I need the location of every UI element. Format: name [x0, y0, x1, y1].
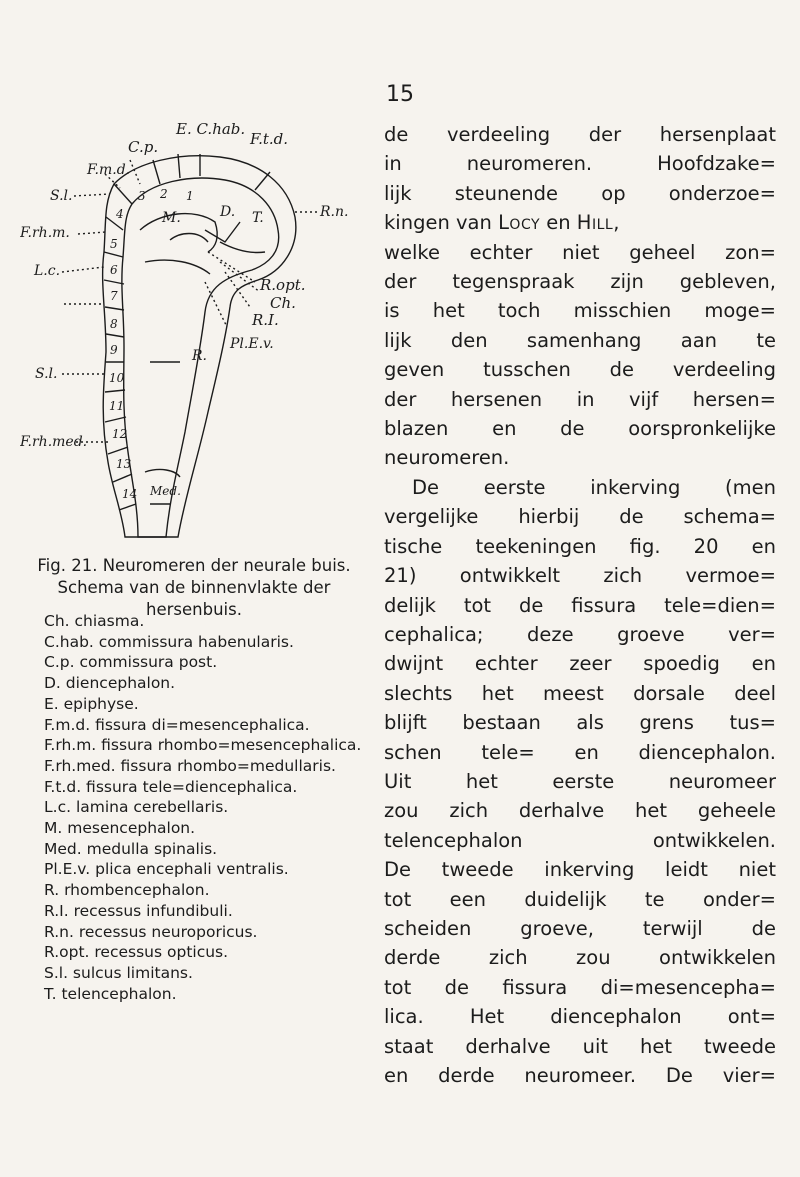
label-med: Med.	[150, 484, 181, 498]
neuromere-4: 4	[116, 207, 124, 221]
neuromere-11: 11	[109, 399, 125, 413]
body-line: De tweede inkerving leidt niet	[384, 858, 776, 882]
body-text	[384, 120, 776, 1090]
body-line: schen tele= en diencephalon.	[384, 740, 776, 764]
legend-item: F.t.d. fissura tele=diencephalica.	[44, 777, 298, 796]
neuromere-12: 12	[112, 427, 128, 441]
body-line: vergelijke hierbij de schema=	[384, 505, 776, 529]
neuromere-1: 1	[186, 189, 194, 203]
body-line: de verdeeling der hersenplaat	[384, 123, 776, 146]
label-d: D.	[220, 204, 236, 220]
body-line: lijk steunende op onderzoe=	[384, 181, 776, 205]
legend-item: F.rh.m. fissura rhombo=mesencephalica.	[44, 736, 362, 755]
neuromere-8: 8	[110, 317, 118, 331]
body-line: telencephalon ontwikkelen.	[384, 828, 776, 852]
label-f-t-d: F.t.d.	[250, 130, 289, 148]
body-line: tot de fissura di=mesencepha=	[384, 975, 776, 999]
neural-tube-diagram	[20, 112, 360, 552]
body-line: slechts het meest dorsale deel	[384, 681, 776, 705]
label-f-rh-m: F.rh.m.	[20, 225, 70, 241]
body-line: neuromeren.	[384, 446, 510, 470]
body-line: blazen en de oorspronkelijke	[384, 417, 776, 441]
legend-item: R.opt. recessus opticus.	[44, 943, 229, 962]
page-number: 15	[386, 82, 414, 107]
body-line: der tegenspraak zijn gebleven,	[384, 270, 776, 294]
legend-item: Pl.E.v. plica encephali ventralis.	[44, 860, 289, 879]
legend-item: S.l. sulcus limitans.	[44, 963, 193, 982]
legend-item: C.hab. commissura habenularis.	[44, 632, 294, 651]
legend-item: M. mesencephalon.	[44, 819, 196, 838]
body-line: scheiden groeve, terwijl de	[384, 916, 776, 940]
author-locy: Locy	[498, 211, 541, 235]
body-line: delijk tot de fissura tele=dien=	[384, 593, 776, 617]
body-line: Uit het eerste neuromeer	[384, 769, 776, 793]
legend-item: F.rh.med. fissura rhombo=medullaris.	[44, 756, 336, 775]
label-t: T.	[252, 210, 264, 226]
body-line: 21) ontwikkelt zich vermoe=	[384, 564, 776, 588]
label-f-rh-med: F.rh.med.	[20, 434, 88, 450]
legend-item: D. diencephalon.	[44, 674, 176, 693]
legend-item: L.c. lamina cerebellaris.	[44, 798, 229, 817]
neuromere-13: 13	[116, 457, 132, 471]
legend-item: Med. medulla spinalis.	[44, 839, 218, 858]
legend-item: R.I. recessus infundibuli.	[44, 901, 233, 920]
label-s-l-bottom: S.l.	[35, 366, 58, 382]
body-line: tische teekeningen fig. 20 en	[384, 534, 776, 558]
body-line-authors: kingen van Locy en Hill,	[384, 211, 620, 235]
caption-line-1: Fig. 21. Neuromeren der neurale buis.	[37, 556, 351, 575]
label-ch: Ch.	[270, 294, 296, 312]
body-line: staat derhalve uit het tweede	[384, 1034, 776, 1058]
body-line: der hersenen in vijf hersen=	[384, 387, 776, 411]
legend-item: C.p. commissura post.	[44, 653, 218, 672]
body-line: lica. Het diencephalon ont=	[384, 1005, 776, 1029]
neuromere-5: 5	[110, 237, 118, 251]
label-e-c-hab: E. C.hab.	[176, 120, 246, 138]
body-line: zou zich derhalve het geheele	[384, 799, 776, 823]
author-hill: Hill	[576, 211, 614, 235]
label-s-l-top: S.l.	[50, 188, 73, 204]
body-line: dwijnt echter zeer spoedig en	[384, 652, 776, 676]
label-r: R.	[192, 348, 207, 364]
label-f-m-d: F.m.d.	[87, 162, 131, 178]
legend-item: F.m.d. fissura di=mesencephalica.	[44, 715, 310, 734]
legend-item: R.n. recessus neuroporicus.	[44, 922, 258, 941]
neuromere-14: 14	[122, 487, 138, 501]
legend-item: R. rhombencephalon.	[44, 881, 210, 900]
legend-item: Ch. chiasma.	[44, 612, 145, 630]
body-line: cephalica; deze groeve ver=	[384, 622, 776, 646]
body-line: derde zich zou ontwikkelen	[384, 946, 776, 970]
neuromere-9: 9	[110, 343, 118, 357]
body-line: en derde neuromeer. De vier=	[384, 1064, 776, 1087]
legend-item: T. telencephalon.	[44, 984, 177, 1003]
body-line: blijft bestaan als grens tus=	[384, 711, 776, 735]
label-r-n: R.n.	[320, 204, 349, 220]
label-m: M.	[162, 210, 181, 226]
label-l-c: L.c.	[34, 263, 61, 279]
label-pl-e-v: Pl.E.v.	[230, 336, 274, 352]
body-line: tot een duidelijk te onder=	[384, 887, 776, 911]
neuromere-3: 3	[138, 189, 146, 203]
label-c-p: C.p.	[128, 138, 159, 156]
caption-line-2: Schema van de binnenvlakte der hersenbuis.	[57, 578, 331, 619]
neuromere-6: 6	[110, 263, 118, 277]
body-line: geven tusschen de verdeeling	[384, 358, 776, 382]
body-line: in neuromeren. Hoofdzake=	[384, 152, 776, 176]
legend-item: E. epiphyse.	[44, 694, 139, 713]
neuromere-7: 7	[110, 289, 118, 303]
body-line: welke echter niet geheel zon=	[384, 240, 776, 264]
neuromere-2: 2	[160, 187, 168, 201]
body-line: De eerste inkerving (men	[412, 475, 776, 499]
body-line: lijk den samenhang aan te	[384, 328, 776, 352]
label-r-opt: R.opt.	[260, 276, 306, 294]
figure-legend	[44, 611, 374, 1004]
neuromere-figure	[20, 112, 360, 552]
neuromere-10: 10	[109, 371, 125, 385]
label-r-i: R.I.	[252, 311, 279, 329]
body-line: is het toch misschien moge=	[384, 299, 776, 323]
